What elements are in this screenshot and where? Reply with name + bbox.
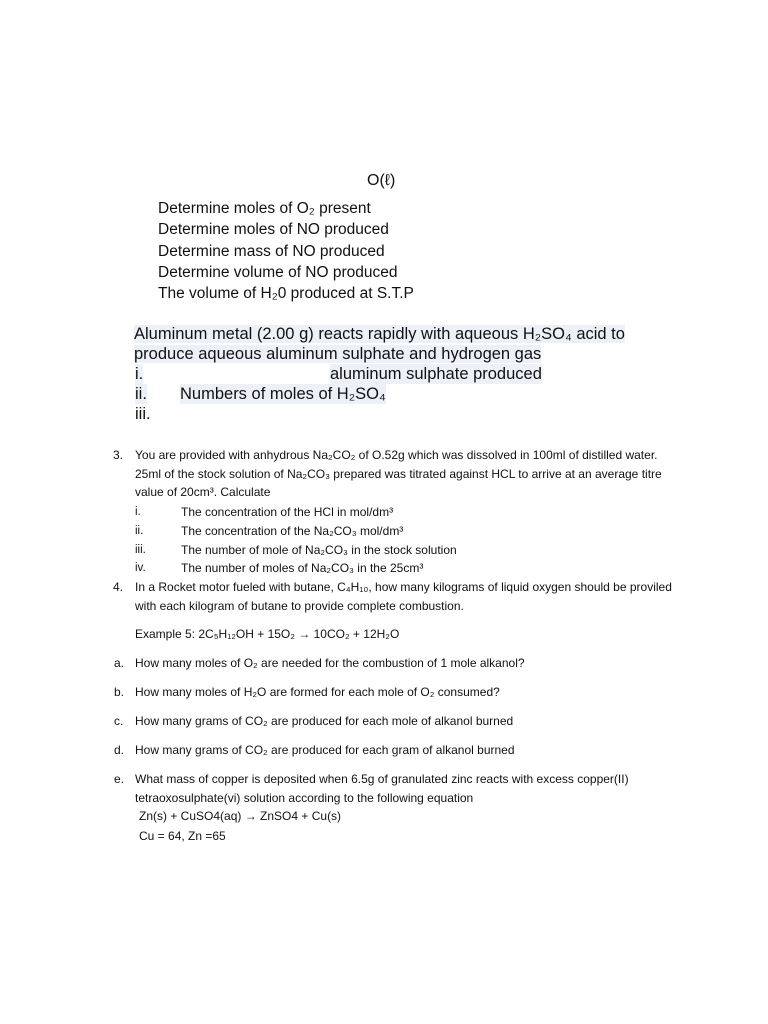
question-text: In a Rocket motor fueled with butane, C₄H₁₀, how many kilograms of liquid oxygen should be proviled with each kilogram of butane to provide complete combustion.	[135, 580, 672, 613]
sub-item-number: i.	[135, 506, 141, 518]
question-text: What mass of copper is deposited when 6.5g of granulated zinc reacts with excess copper(II)	[135, 772, 629, 786]
task-item: The volume of H₂0 produced at S.T.P	[158, 285, 414, 303]
reaction-equation: Zn(s) + CuSO4(aq) → ZnSO4 + Cu(s)	[139, 809, 342, 823]
atomic-masses: Cu = 64, Zn =65	[139, 829, 226, 843]
question-number: 4.	[113, 580, 124, 594]
sub-item-number: i.	[135, 365, 144, 383]
question-letter: c.	[114, 714, 124, 728]
task-item: Determine moles of NO produced	[158, 221, 389, 239]
question-number: 3.	[113, 448, 124, 462]
sub-item-text: The number of moles of Na₂CO₃ in the 25cm³	[181, 561, 424, 575]
question-text: tetraoxosulphate(vi) solution according to the following equation	[135, 791, 474, 805]
question-text: How many grams of CO₂ are produced for each mole of alkanol burned	[135, 714, 514, 728]
aluminum-question-line: produce aqueous aluminum sulphate and hydrogen gas	[134, 345, 542, 363]
example-equation: Example 5: 2C₅H₁₂OH + 15O₂ → 10CO₂ + 12H₂O	[135, 627, 400, 641]
question-letter: e.	[114, 772, 125, 786]
sub-item-text: The number of mole of Na₂CO₃ in the stock solution	[181, 543, 457, 557]
sub-item-number: ii.	[135, 525, 144, 537]
question-text: How many grams of CO₂ are produced for each gram of alkanol burned	[135, 743, 515, 757]
task-item: Determine mass of NO produced	[158, 242, 385, 260]
question-text: How many moles of O₂ are needed for the combustion of 1 mole alkanol?	[135, 656, 525, 670]
sub-item	[134, 364, 654, 384]
task-item: Determine moles of O₂ present	[158, 200, 371, 217]
question-letter: d.	[114, 743, 125, 757]
aluminum-question-line: Aluminum metal (2.00 g) reacts rapidly with aqueous H₂SO₄ acid to	[134, 325, 625, 343]
sub-item-number: ii.	[135, 385, 147, 403]
sub-item-text: Numbers of moles of H₂SO₄	[180, 385, 386, 403]
sub-item	[134, 384, 654, 404]
sub-item-number: iii.	[135, 405, 151, 423]
question-text: How many moles of H₂O are formed for each mole of O₂ consumed?	[135, 685, 500, 699]
task-list	[158, 198, 414, 304]
sub-item-text: The concentration of the HCl in mol/dm³	[181, 505, 394, 519]
question-letter: b.	[114, 685, 125, 699]
question-text: You are provided with anhydrous Na₂CO₂ of O.52g which was dissolved in 100ml of distilled water. 25ml of the stock solution of Na₂CO₃ prepared was titrated against HCL to arrive at an average titre value of 20cm³. Calculate	[135, 448, 662, 500]
task-item: Determine volume of NO produced	[158, 263, 398, 281]
sub-item-text: The concentration of the Na₂CO₃ mol/dm³	[181, 524, 404, 538]
sub-item-text: aluminum sulphate produced	[330, 365, 542, 383]
sub-item-number: iv.	[135, 562, 146, 574]
aluminum-question	[134, 324, 654, 424]
question-letter: a.	[114, 656, 125, 670]
equation-fragment: O(ℓ)	[367, 172, 396, 189]
sub-item	[134, 404, 654, 424]
sub-item-number: iii.	[135, 544, 146, 556]
